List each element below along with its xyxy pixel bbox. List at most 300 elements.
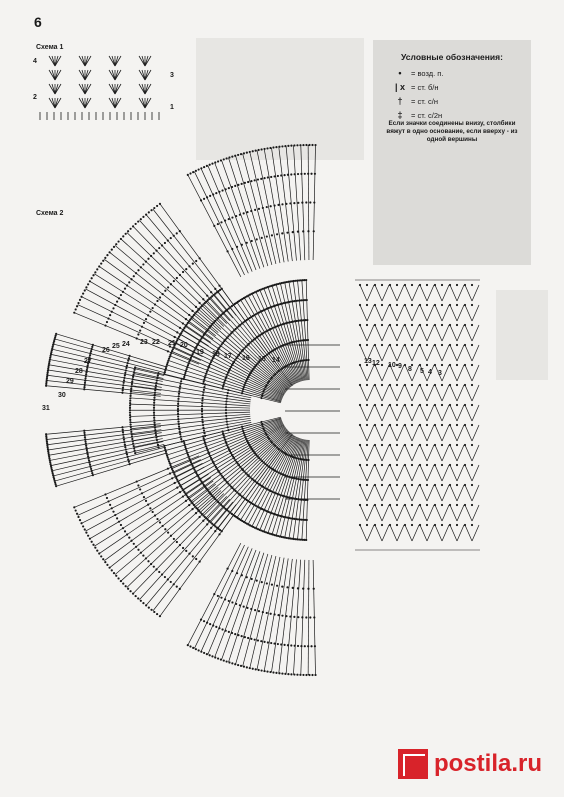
chain-dot xyxy=(374,444,376,446)
stitch-line xyxy=(457,485,464,501)
stitch-line xyxy=(397,325,404,341)
chain-dot xyxy=(266,235,268,237)
stitch-line xyxy=(435,505,442,521)
stitch-line xyxy=(465,505,472,521)
stitch-line xyxy=(390,485,397,501)
chain-dot xyxy=(130,426,132,428)
stitch-line xyxy=(472,345,479,361)
chain-dot xyxy=(226,444,228,446)
chain-dot xyxy=(154,514,156,516)
chain-dot xyxy=(211,459,213,461)
chain-dot xyxy=(359,444,361,446)
stitch-line xyxy=(412,305,419,321)
chain-dot xyxy=(45,385,47,387)
chain-dot xyxy=(471,424,473,426)
chain-dot xyxy=(91,346,93,348)
stitch-line xyxy=(427,485,434,501)
chain-dot xyxy=(269,440,271,442)
chain-dot xyxy=(374,304,376,306)
chain-dot xyxy=(366,424,368,426)
chain-dot xyxy=(366,324,368,326)
chain-dot xyxy=(381,444,383,446)
chain-dot xyxy=(189,459,191,461)
chain-dot xyxy=(177,405,179,407)
chain-dot xyxy=(124,374,126,376)
chain-dot xyxy=(441,384,443,386)
chain-dot xyxy=(208,365,210,367)
chain-dot xyxy=(98,265,100,267)
stitch-line xyxy=(450,385,457,401)
chain-dot xyxy=(170,237,172,239)
stitch-line xyxy=(420,405,427,421)
stitch-line xyxy=(465,365,472,381)
stitch-line xyxy=(140,499,230,599)
chain-dot xyxy=(449,484,451,486)
chain-dot xyxy=(278,448,280,450)
chain-dot xyxy=(366,504,368,506)
chain-dot xyxy=(48,360,50,362)
chain-dot xyxy=(210,457,212,459)
chain-dot xyxy=(426,464,428,466)
stitch-line xyxy=(375,305,382,321)
stitch-line xyxy=(360,485,367,501)
chain-dot xyxy=(471,284,473,286)
chain-dot xyxy=(396,504,398,506)
row-number-label: 15 xyxy=(258,356,266,363)
chain-dot xyxy=(456,304,458,306)
chain-dot xyxy=(434,504,436,506)
stitch-line xyxy=(420,325,427,341)
chain-dot xyxy=(263,177,265,179)
chain-dot xyxy=(449,424,451,426)
chain-dot xyxy=(87,535,89,537)
chain-dot xyxy=(153,409,155,411)
stitch-line xyxy=(135,424,252,453)
chain-dot xyxy=(203,386,205,388)
chain-dot xyxy=(464,484,466,486)
chain-dot xyxy=(225,188,227,190)
chain-dot xyxy=(156,439,158,441)
chain-dot xyxy=(85,445,87,447)
chain-dot xyxy=(185,370,187,372)
chain-dot xyxy=(366,444,368,446)
chain-dot xyxy=(106,321,108,323)
chain-dot xyxy=(269,378,271,380)
chain-dot xyxy=(218,533,220,535)
chain-dot xyxy=(129,424,131,426)
chain-dot xyxy=(215,192,217,194)
chain-dot xyxy=(281,672,283,674)
chain-dot xyxy=(171,477,173,479)
chain-dot xyxy=(222,385,224,387)
chain-dot xyxy=(98,552,100,554)
chain-dot xyxy=(127,360,129,362)
chain-dot xyxy=(89,466,91,468)
chain-dot xyxy=(366,304,368,306)
stitch-line xyxy=(382,425,389,441)
chain-dot xyxy=(221,628,223,630)
chain-dot xyxy=(235,603,237,605)
chain-dot xyxy=(153,417,155,419)
stitch-line xyxy=(145,56,151,66)
stitch-line xyxy=(442,305,449,321)
chain-dot xyxy=(263,148,265,150)
chain-dot xyxy=(366,464,368,466)
chain-dot xyxy=(286,232,288,234)
chain-dot xyxy=(165,365,167,367)
chain-dot xyxy=(276,233,278,235)
chain-dot xyxy=(176,331,178,333)
chain-dot xyxy=(228,218,230,220)
stitch-line xyxy=(420,505,427,521)
chain-dot xyxy=(218,627,220,629)
chain-dot xyxy=(374,384,376,386)
chain-dot xyxy=(314,674,316,676)
stitch-line xyxy=(435,405,442,421)
scheme1-row-label: 4 xyxy=(33,58,37,65)
stitch-line xyxy=(382,485,389,501)
legend-item-text: = ст. с/2н xyxy=(411,110,443,120)
chain-dot xyxy=(396,284,398,286)
stitch-line xyxy=(79,84,85,94)
chain-dot xyxy=(84,377,86,379)
chain-dot xyxy=(224,220,226,222)
chain-dot xyxy=(456,504,458,506)
stitch-line xyxy=(435,525,442,541)
chain-dot xyxy=(299,340,301,342)
stitch-line xyxy=(306,280,309,380)
stitch-line xyxy=(457,505,464,521)
chain-dot xyxy=(123,377,125,379)
chain-dot xyxy=(124,372,126,374)
chain-dot xyxy=(307,230,309,232)
chain-dot xyxy=(225,630,227,632)
chain-dot xyxy=(161,573,163,575)
single-crochet-icon: | х xyxy=(394,82,406,92)
stitch-line xyxy=(450,465,457,481)
chain-dot xyxy=(293,673,295,675)
chain-dot xyxy=(314,645,316,647)
chain-dot xyxy=(247,181,249,183)
chain-dot xyxy=(198,168,200,170)
chain-dot xyxy=(264,432,266,434)
chain-dot xyxy=(287,174,289,176)
chain-dot xyxy=(302,230,304,232)
chain-dot xyxy=(234,185,236,187)
scheme1-row-label: 1 xyxy=(170,104,174,111)
chain-dot xyxy=(139,329,141,331)
chain-dot xyxy=(153,566,155,568)
row-number-label: 21 xyxy=(168,340,176,347)
chain-dot xyxy=(270,205,272,207)
chain-dot xyxy=(159,521,161,523)
chain-dot xyxy=(284,145,286,147)
chain-dot xyxy=(243,606,245,608)
chain-dot xyxy=(210,527,212,529)
stitch-line xyxy=(450,425,457,441)
chain-dot xyxy=(292,231,294,233)
chain-dot xyxy=(184,374,186,376)
chain-dot xyxy=(396,444,398,446)
chain-dot xyxy=(449,404,451,406)
chain-dot xyxy=(254,209,256,211)
chain-dot xyxy=(243,386,245,388)
stitch-line xyxy=(450,445,457,461)
chain-dot xyxy=(228,600,230,602)
chain-dot xyxy=(464,384,466,386)
chain-dot xyxy=(134,450,136,452)
stitch-line xyxy=(367,485,374,501)
chain-dot xyxy=(182,271,184,273)
legend-note: Если значки соединены внизу, столбики вяжут в одно основание, если вверху - из одной вершины xyxy=(386,120,518,143)
chain-dot xyxy=(164,371,166,373)
chain-dot xyxy=(297,478,299,480)
chain-dot xyxy=(261,395,263,397)
chain-dot xyxy=(404,484,406,486)
chain-dot xyxy=(126,284,128,286)
chain-dot xyxy=(434,364,436,366)
chain-dot xyxy=(237,154,239,156)
stitch-line xyxy=(115,56,121,66)
chain-dot xyxy=(449,464,451,466)
chain-dot xyxy=(419,464,421,466)
chain-dot xyxy=(127,588,129,590)
chain-dot xyxy=(284,673,286,675)
stitch-line xyxy=(420,385,427,401)
chain-dot xyxy=(112,307,114,309)
chain-dot xyxy=(155,434,157,436)
chain-dot xyxy=(244,498,246,500)
chain-dot xyxy=(131,435,133,437)
stitch-line xyxy=(382,445,389,461)
chain-dot xyxy=(126,364,128,366)
chain-dot xyxy=(204,443,206,445)
chain-dot xyxy=(292,587,294,589)
chain-dot xyxy=(243,212,245,214)
scheme1-row-label: 3 xyxy=(170,72,174,79)
chain-dot xyxy=(87,455,89,457)
chain-dot xyxy=(156,377,158,379)
stitch-line xyxy=(450,365,457,381)
chain-dot xyxy=(184,446,186,448)
stitch-line xyxy=(442,365,449,381)
row-number-label: 3 xyxy=(438,370,442,377)
chain-dot xyxy=(192,263,194,265)
chain-dot xyxy=(456,384,458,386)
chain-dot xyxy=(228,448,230,450)
chain-dot xyxy=(86,369,88,371)
chain-dot xyxy=(389,424,391,426)
chain-dot xyxy=(185,450,187,452)
stitch-line xyxy=(49,98,55,108)
stitch-line xyxy=(472,365,479,381)
stitch-line xyxy=(390,505,397,521)
chain-dot xyxy=(91,472,93,474)
chain-dot xyxy=(154,424,156,426)
chain-dot xyxy=(140,266,142,268)
chain-dot xyxy=(359,504,361,506)
chain-dot xyxy=(224,598,226,600)
chain-dot xyxy=(206,523,208,525)
chain-dot xyxy=(177,403,179,405)
chain-dot xyxy=(441,504,443,506)
chain-dot xyxy=(381,464,383,466)
chain-dot xyxy=(137,549,139,551)
chain-dot xyxy=(179,388,181,390)
chain-dot xyxy=(80,296,82,298)
chain-dot xyxy=(84,438,86,440)
chain-dot xyxy=(419,304,421,306)
chain-dot xyxy=(178,390,180,392)
chain-dot xyxy=(217,160,219,162)
chain-dot xyxy=(248,374,250,376)
chain-dot xyxy=(434,324,436,326)
chain-dot xyxy=(147,314,149,316)
chain-dot xyxy=(305,279,307,281)
chain-dot xyxy=(267,176,269,178)
chain-dot xyxy=(153,414,155,416)
chain-dot xyxy=(52,345,54,347)
chain-dot xyxy=(173,538,175,540)
stitch-line xyxy=(85,98,91,108)
chain-dot xyxy=(374,324,376,326)
chain-dot xyxy=(273,204,275,206)
stitch-line xyxy=(367,445,374,461)
chain-dot xyxy=(234,155,236,157)
chain-dot xyxy=(157,372,159,374)
chain-dot xyxy=(206,447,208,449)
chain-dot xyxy=(177,413,179,415)
chain-dot xyxy=(130,392,132,394)
stitch-line xyxy=(367,285,374,301)
chain-dot xyxy=(140,600,142,602)
chain-dot xyxy=(245,438,247,440)
chain-dot xyxy=(45,383,47,385)
row-number-label: 31 xyxy=(42,405,50,412)
chain-dot xyxy=(104,257,106,259)
chain-dot xyxy=(203,381,205,383)
chain-dot xyxy=(77,516,79,518)
chain-dot xyxy=(186,366,188,368)
chain-dot xyxy=(289,615,291,617)
chain-dot xyxy=(411,324,413,326)
chain-dot xyxy=(305,479,307,481)
chain-dot xyxy=(153,412,155,414)
row-number-label: 13 xyxy=(364,358,372,365)
chain-dot xyxy=(411,284,413,286)
chain-dot xyxy=(359,424,361,426)
chain-dot xyxy=(269,671,271,673)
chain-dot xyxy=(305,459,307,461)
chain-dot xyxy=(234,633,236,635)
chain-dot xyxy=(129,402,131,404)
chain-dot xyxy=(426,284,428,286)
chain-dot xyxy=(180,383,182,385)
chain-dot xyxy=(301,616,303,618)
chain-dot xyxy=(283,644,285,646)
chain-dot xyxy=(46,375,48,377)
chain-dot xyxy=(272,443,274,445)
chain-dot xyxy=(434,444,436,446)
chain-dot xyxy=(270,642,272,644)
chain-dot xyxy=(396,524,398,526)
chain-dot xyxy=(48,458,50,460)
chain-dot xyxy=(471,304,473,306)
chain-dot xyxy=(88,462,90,464)
stitch-line xyxy=(390,285,397,301)
stitch-line xyxy=(375,365,382,381)
chain-dot xyxy=(87,365,89,367)
stitch-line xyxy=(442,325,449,341)
chain-dot xyxy=(471,344,473,346)
chain-dot xyxy=(299,674,301,676)
chain-dot xyxy=(217,657,219,659)
chain-dot xyxy=(89,354,91,356)
chain-dot xyxy=(243,384,245,386)
treble-crochet-icon: ‡ xyxy=(397,110,403,120)
chain-dot xyxy=(176,232,178,234)
chain-dot xyxy=(449,344,451,346)
chain-dot xyxy=(359,364,361,366)
chain-dot xyxy=(275,672,277,674)
chain-dot xyxy=(225,415,227,417)
chain-dot xyxy=(260,421,262,423)
chain-dot xyxy=(255,150,257,152)
chain-dot xyxy=(45,435,47,437)
stitch-line xyxy=(55,98,61,108)
chain-dot xyxy=(434,464,436,466)
chain-dot xyxy=(389,324,391,326)
chain-dot xyxy=(210,291,212,293)
chain-dot xyxy=(307,359,309,361)
chain-dot xyxy=(135,223,137,225)
chain-dot xyxy=(89,538,91,540)
chain-dot xyxy=(125,369,127,371)
chain-dot xyxy=(290,173,292,175)
chain-dot xyxy=(117,240,119,242)
chain-dot xyxy=(128,537,130,539)
chain-dot xyxy=(153,407,155,409)
chain-dot xyxy=(156,300,158,302)
chain-dot xyxy=(169,356,171,358)
stitch-line xyxy=(153,505,236,611)
stitch-line xyxy=(367,385,374,401)
row-number-label: 18 xyxy=(212,351,220,358)
chain-dot xyxy=(228,156,230,158)
chain-dot xyxy=(52,344,54,346)
stitch-line xyxy=(465,405,472,421)
stitch-line xyxy=(243,555,272,666)
chain-dot xyxy=(84,528,86,530)
stitch-line xyxy=(465,285,472,301)
chain-dot xyxy=(200,167,202,169)
chain-dot xyxy=(149,507,151,509)
chain-dot xyxy=(148,607,150,609)
stitch-line xyxy=(390,305,397,321)
stitch-line xyxy=(442,385,449,401)
stitch-line xyxy=(375,525,382,541)
chain-dot xyxy=(178,423,180,425)
chain-dot xyxy=(231,216,233,218)
chain-dot xyxy=(49,355,51,357)
chain-dot xyxy=(200,651,202,653)
chain-dot xyxy=(306,319,308,321)
chain-dot xyxy=(374,484,376,486)
stitch-line xyxy=(435,445,442,461)
stitch-line xyxy=(472,445,479,461)
chain-dot xyxy=(136,480,138,482)
chain-dot xyxy=(257,178,259,180)
